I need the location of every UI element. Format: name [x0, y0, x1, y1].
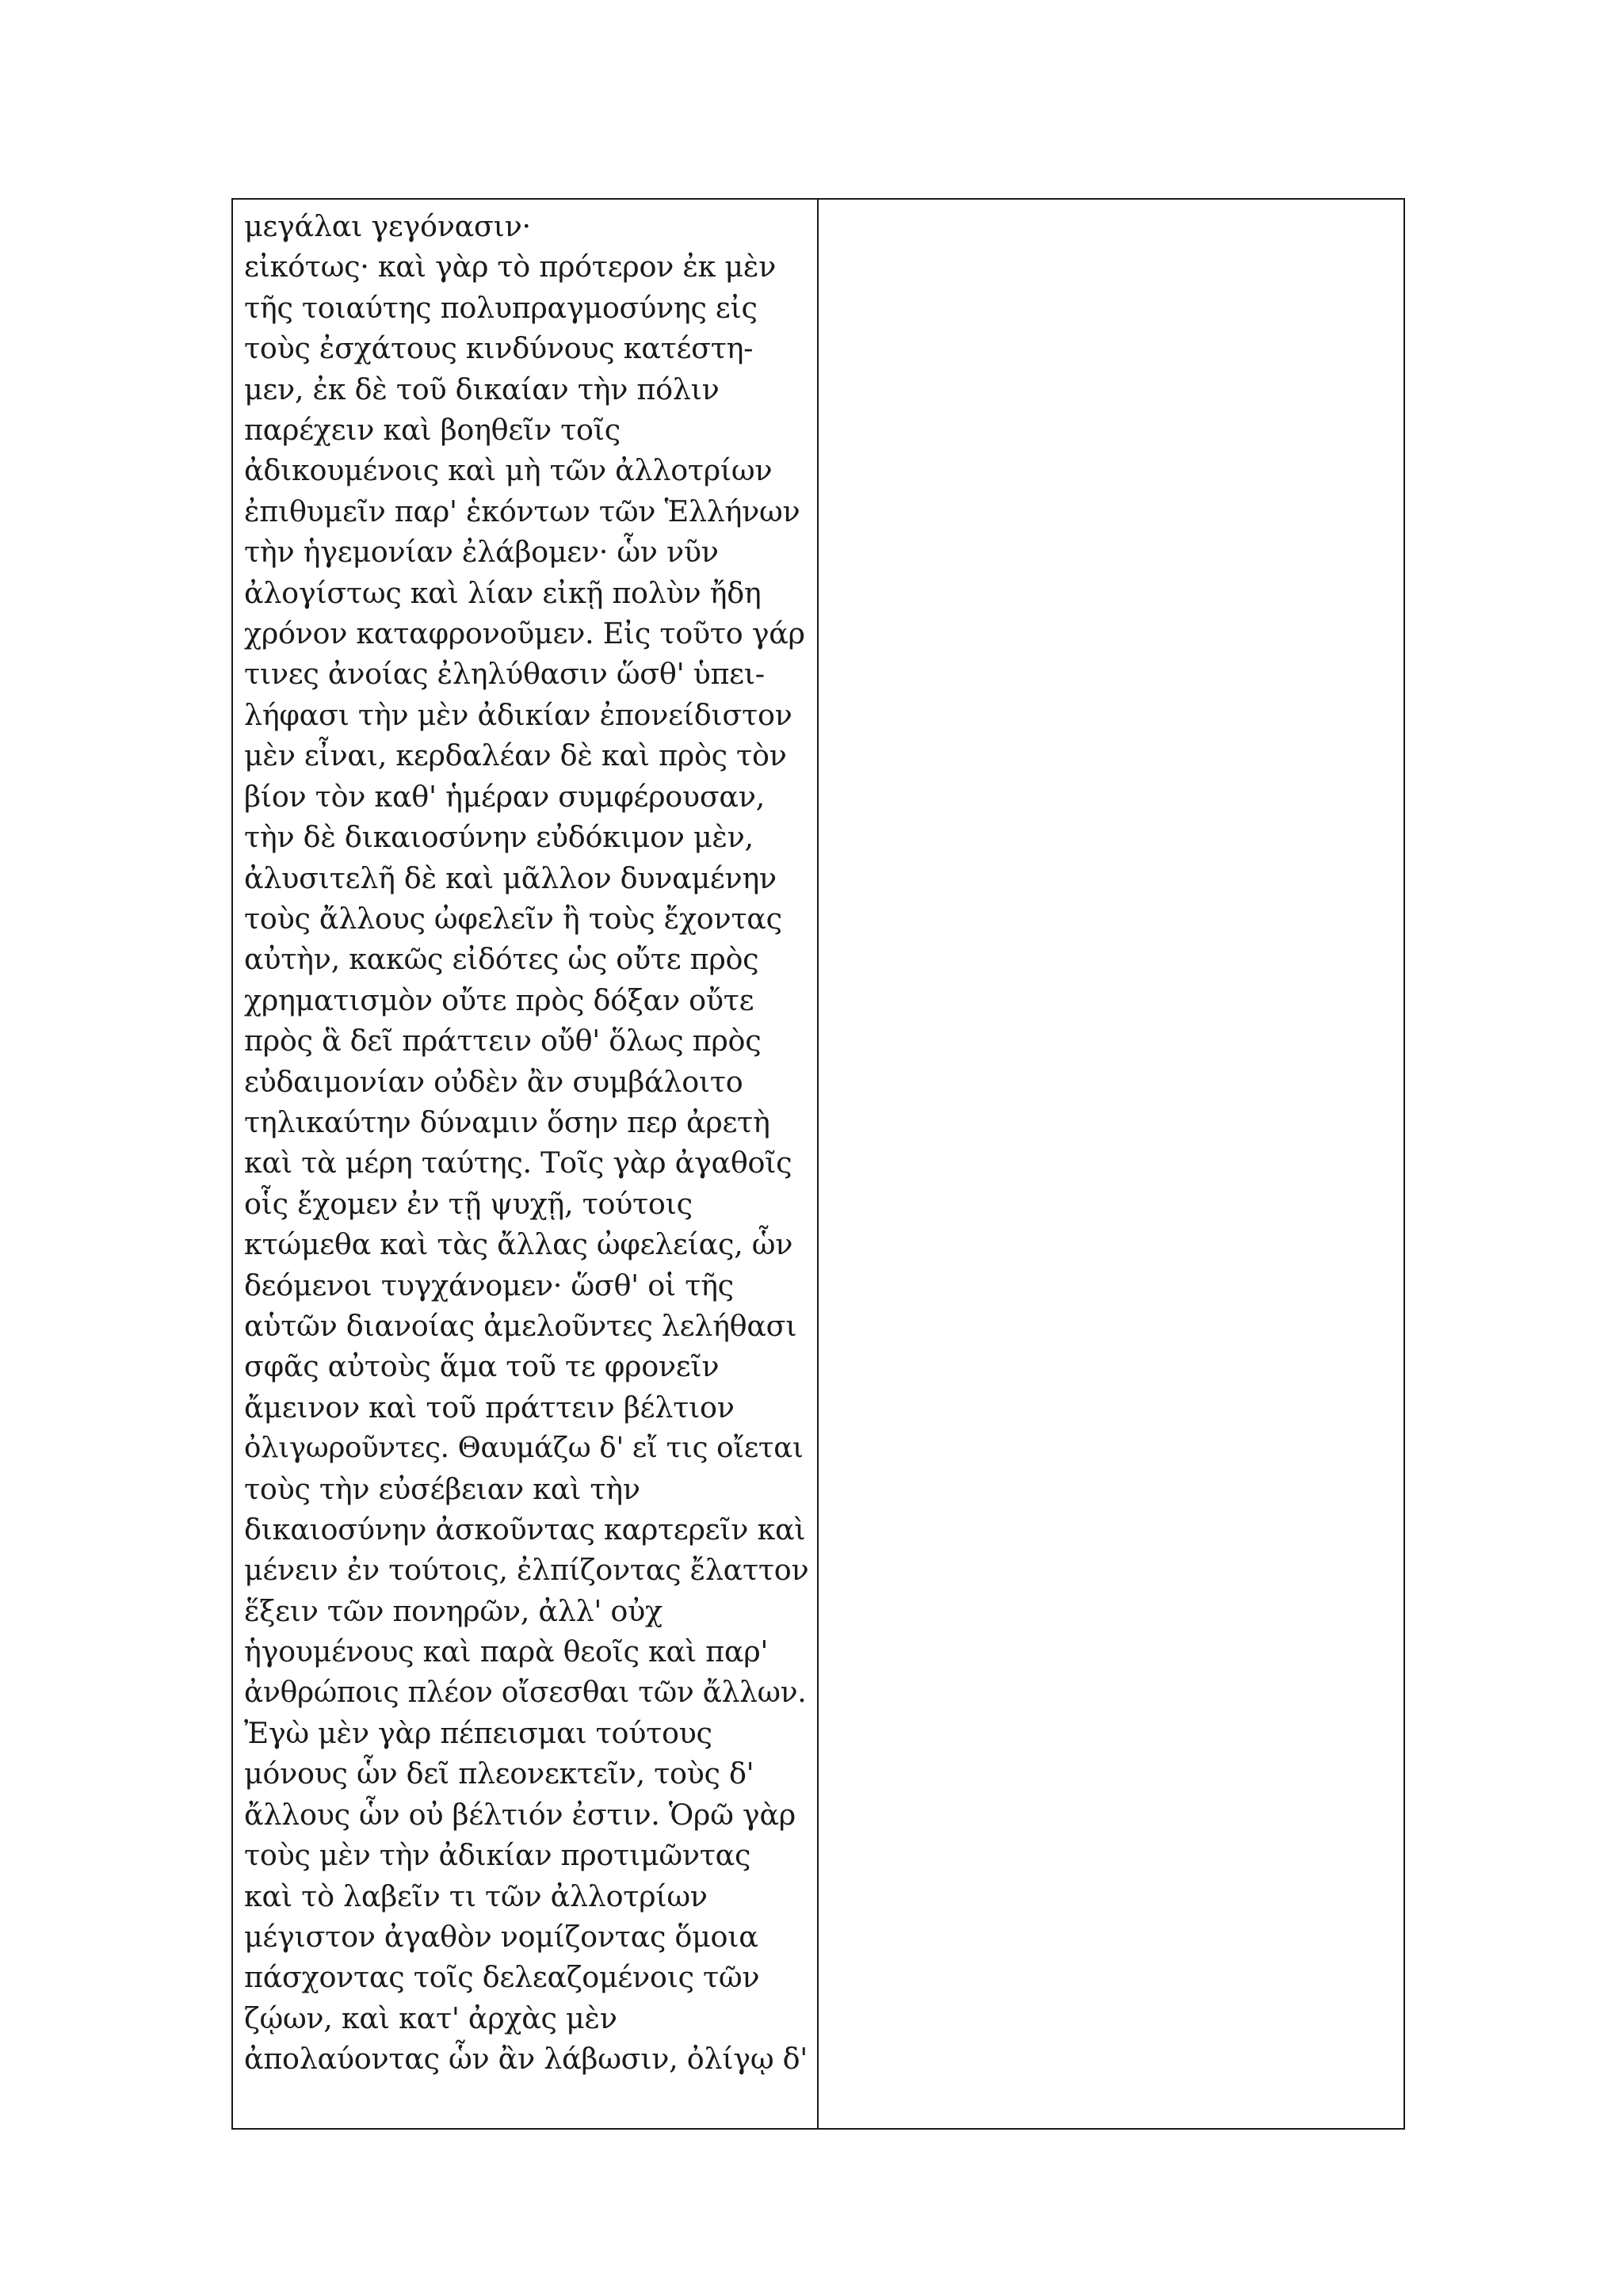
text-line: τὴν δὲ δικαιοσύνην εὐδόκιμον μὲν, [244, 820, 754, 855]
text-line: ἄλλους ὧν οὐ βέλτιόν ἐστιν. Ὁρῶ γὰρ [244, 1797, 796, 1832]
text-line: τοὺς τὴν εὐσέβειαν καὶ τὴν [244, 1471, 640, 1506]
text-line: Ἐγὼ μὲν γὰρ πέπεισμαι τούτους [244, 1716, 712, 1751]
text-line: λήφασι τὴν μὲν ἀδικίαν ἐπονείδιστον [244, 697, 792, 732]
text-line: βίον τὸν καθ' ἡμέραν συμφέρουσαν, [244, 779, 765, 814]
text-line: τοὺς μὲν τὴν ἀδικίαν προτιμῶντας [244, 1838, 751, 1873]
text-line: μεγάλαι γεγόνασιν· [244, 209, 531, 243]
text-line: πρὸς ἃ δεῖ πράττειν οὔθ' ὅλως πρὸς [244, 1024, 762, 1058]
text-line: ἀνθρώποις πλέον οἴσεσθαι τῶν ἄλλων. [244, 1676, 807, 1709]
text-line: ἀδικουμένοις καὶ μὴ τῶν ἀλλοτρίων [244, 453, 773, 488]
text-line: ὀλιγωροῦντες. Θαυμάζω δ' εἴ τις οἴεται [244, 1432, 804, 1465]
text-line: δεόμενοι τυγχάνομεν· ὥσθ' οἱ τῆς [244, 1268, 734, 1302]
text-line: εὐδαιμονίαν οὐδὲν ἂν συμβάλοιτο [244, 1064, 743, 1099]
text-line: χρηματισμὸν οὔτε πρὸς δόξαν οὔτε [244, 982, 754, 1017]
text-line: ζῴων, καὶ κατ' ἀρχὰς μὲν [244, 2000, 617, 2035]
text-line: ἀλογίστως καὶ λίαν εἰκῇ πολὺν ἤδη [244, 575, 762, 610]
text-line: μέγιστον ἀγαθὸν νομίζοντας ὅμοια [244, 1920, 758, 1955]
text-line: τινες ἀνοίας ἐληλύθασιν ὥσθ' ὑπει- [244, 657, 765, 692]
text-line: κτώμεθα καὶ τὰς ἄλλας ὠφελείας, ὧν [244, 1227, 793, 1262]
text-line: πάσχοντας τοῖς δελεαζομένοις τῶν [244, 1960, 760, 1995]
text-line: καὶ τὸ λαβεῖν τι τῶν ἀλλοτρίων [244, 1878, 708, 1913]
text-line: οἷς ἔχομεν ἐν τῇ ψυχῇ, τούτοις [244, 1186, 693, 1221]
text-line: αὐτὴν, κακῶς εἰδότες ὡς οὔτε πρὸς [244, 942, 759, 977]
text-line: τηλικαύτην δύναμιν ὅσην περ ἀρετὴ [244, 1104, 770, 1139]
text-line: εἰκότως· καὶ γὰρ τὸ πρότερον ἐκ μὲν [244, 250, 777, 284]
text-line: ἄμεινον καὶ τοῦ πράττειν βέλτιον [244, 1390, 735, 1425]
text-line: τῆς τοιαύτης πολυπραγμοσύνης εἰς [244, 290, 758, 325]
text-line: μένειν ἐν τούτοις, ἐλπίζοντας ἔλαττον [244, 1553, 809, 1588]
text-line: ἐπιθυμεῖν παρ' ἑκόντων τῶν Ἑλλήνων [244, 494, 800, 528]
text-line: ἀλυσιτελῆ δὲ καὶ μᾶλλον δυναμένην [244, 860, 777, 895]
text-line: αὑτῶν διανοίας ἀμελοῦντες λελήθασι [244, 1308, 797, 1343]
text-line: ἡγουμένους καὶ παρὰ θεοῖς καὶ παρ' [244, 1634, 769, 1669]
text-line: μεν, ἐκ δὲ τοῦ δικαίαν τὴν πόλιν [244, 372, 720, 406]
greek-text-column [233, 200, 819, 2128]
text-line: σφᾶς αὐτοὺς ἅμα τοῦ τε φρονεῖν [244, 1349, 720, 1384]
two-column-table [231, 198, 1405, 2130]
text-line: μόνους ὧν δεῖ πλεονεκτεῖν, τοὺς δ' [244, 1756, 754, 1791]
text-line: δικαιοσύνην ἀσκοῦντας καρτερεῖν καὶ [244, 1512, 806, 1547]
text-line: καὶ τὰ μέρη ταύτης. Τοῖς γὰρ ἀγαθοῖς [244, 1146, 792, 1180]
text-line: χρόνον καταφρονοῦμεν. Εἰς τοῦτο γάρ [244, 616, 805, 651]
text-line: ἕξειν τῶν πονηρῶν, ἀλλ' οὐχ [244, 1593, 663, 1628]
empty-translation-column [819, 200, 1403, 2128]
text-line: τὴν ἡγεμονίαν ἐλάβομεν· ὧν νῦν [244, 535, 719, 570]
text-line: μὲν εἶναι, κερδαλέαν δὲ καὶ πρὸς τὸν [244, 738, 787, 773]
text-line: τοὺς ἄλλους ὠφελεῖν ἢ τοὺς ἔχοντας [244, 901, 782, 936]
text-line: ἀπολαύοντας ὧν ἂν λάβωσιν, ὀλίγῳ δ' [244, 2042, 808, 2077]
text-line: τοὺς ἐσχάτους κινδύνους κατέστη- [244, 331, 754, 366]
text-line: παρέχειν καὶ βοηθεῖν τοῖς [244, 413, 621, 448]
